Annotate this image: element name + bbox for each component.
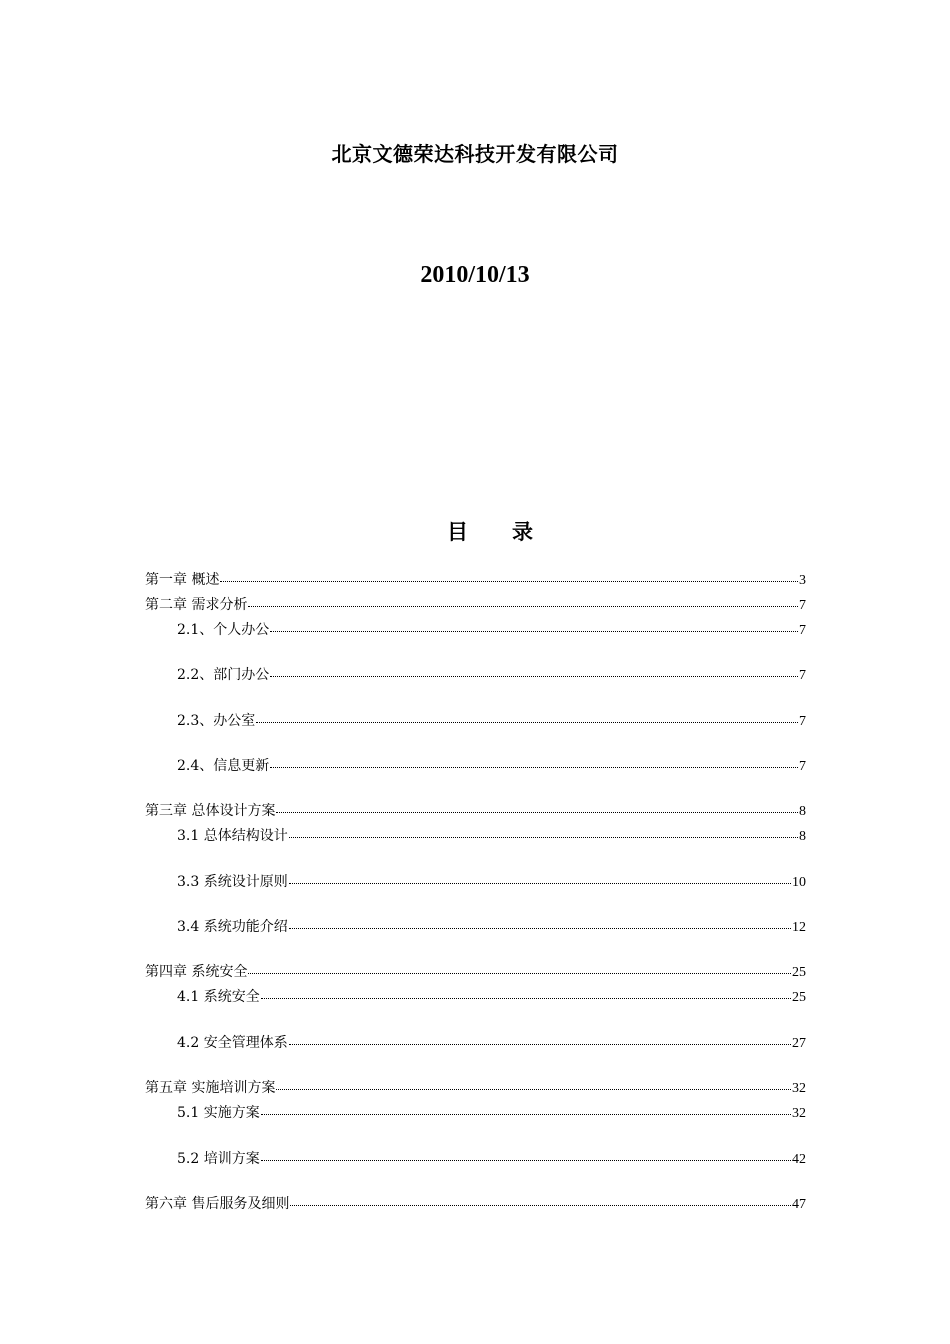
toc-entry-page: 3 <box>799 573 806 588</box>
toc-leader-dots <box>261 987 791 1001</box>
toc-leader-dots <box>289 826 798 840</box>
toc-entry-label: 2.3、办公室 <box>177 713 256 729</box>
toc-entry[interactable] <box>177 917 806 935</box>
toc-entry[interactable] <box>177 665 806 683</box>
toc-entry-label: 5.1 实施方案 <box>177 1105 260 1121</box>
toc-entry-label: 2.2、部门办公 <box>177 667 270 683</box>
toc-entry[interactable] <box>145 801 806 819</box>
toc-entry-page: 25 <box>792 990 806 1005</box>
toc-entry-label: 第二章 需求分析 <box>145 597 248 613</box>
toc-entry-page: 7 <box>799 598 806 613</box>
toc-heading <box>0 516 950 546</box>
toc-leader-dots <box>261 1149 791 1163</box>
toc-entry-label: 2.4、信息更新 <box>177 758 270 774</box>
toc-entry-page: 7 <box>799 714 806 729</box>
toc-entry-page: 25 <box>792 965 806 980</box>
toc-entry[interactable] <box>145 595 806 613</box>
toc-entry-label: 2.1、个人办公 <box>177 622 270 638</box>
toc-entry-label: 4.1 系统安全 <box>177 989 260 1005</box>
toc-entry[interactable] <box>177 711 806 729</box>
toc-heading-left: 目 <box>447 520 468 544</box>
toc-entry-page: 7 <box>799 668 806 683</box>
toc-leader-dots <box>256 711 798 725</box>
toc-entry[interactable] <box>145 1194 806 1212</box>
document-date: 2010/10/13 <box>420 262 530 288</box>
toc-leader-dots <box>270 665 798 679</box>
toc-leader-dots <box>276 1078 791 1092</box>
toc-entry[interactable] <box>177 1149 806 1167</box>
toc-entry-label: 3.4 系统功能介绍 <box>177 919 288 935</box>
toc-entry[interactable] <box>177 1103 806 1121</box>
toc-entry-label: 第三章 总体设计方案 <box>145 803 276 819</box>
toc-leader-dots <box>289 872 791 886</box>
toc-entry[interactable] <box>177 872 806 890</box>
toc-entry-page: 42 <box>792 1152 806 1167</box>
toc-entry[interactable] <box>177 620 806 638</box>
toc-entry-page: 32 <box>792 1106 806 1121</box>
toc-leader-dots <box>248 595 798 609</box>
toc-entry[interactable] <box>145 1078 806 1096</box>
toc-leader-dots <box>270 620 798 634</box>
toc-entry-label: 3.1 总体结构设计 <box>177 828 288 844</box>
toc-entry[interactable] <box>177 1033 806 1051</box>
toc-heading-right: 录 <box>512 520 533 544</box>
toc-entry-label: 第五章 实施培训方案 <box>145 1080 276 1096</box>
toc-entry-label: 第六章 售后服务及细则 <box>145 1196 290 1212</box>
toc-entry-page: 7 <box>799 759 806 774</box>
toc-entry-page: 7 <box>799 623 806 638</box>
toc-entry-page: 12 <box>792 920 806 935</box>
toc-entry-page: 32 <box>792 1081 806 1096</box>
toc-entry-label: 5.2 培训方案 <box>177 1151 260 1167</box>
toc-entry[interactable] <box>177 756 806 774</box>
toc-leader-dots <box>289 1033 791 1047</box>
toc-entry-label: 3.3 系统设计原则 <box>177 874 288 890</box>
toc-entry[interactable] <box>145 570 806 588</box>
toc-entry-page: 27 <box>792 1036 806 1051</box>
toc-entry-page: 47 <box>792 1197 806 1212</box>
toc-leader-dots <box>248 962 791 976</box>
toc-entry-page: 10 <box>792 875 806 890</box>
company-name: 北京文德荣达科技开发有限公司 <box>331 142 619 166</box>
toc-entry[interactable] <box>177 987 806 1005</box>
toc-entry[interactable] <box>145 962 806 980</box>
toc-leader-dots <box>276 801 798 815</box>
toc-entry-label: 4.2 安全管理体系 <box>177 1035 288 1051</box>
toc-leader-dots <box>261 1103 791 1117</box>
toc-entry-page: 8 <box>799 804 806 819</box>
toc-leader-dots <box>220 570 798 584</box>
toc-entry-page: 8 <box>799 829 806 844</box>
toc-leader-dots <box>289 917 791 931</box>
toc-leader-dots <box>270 756 798 770</box>
toc-entry-label: 第一章 概述 <box>145 572 220 588</box>
toc-entry-label: 第四章 系统安全 <box>145 964 248 980</box>
toc-entry[interactable] <box>177 826 806 844</box>
toc-leader-dots <box>290 1194 791 1208</box>
